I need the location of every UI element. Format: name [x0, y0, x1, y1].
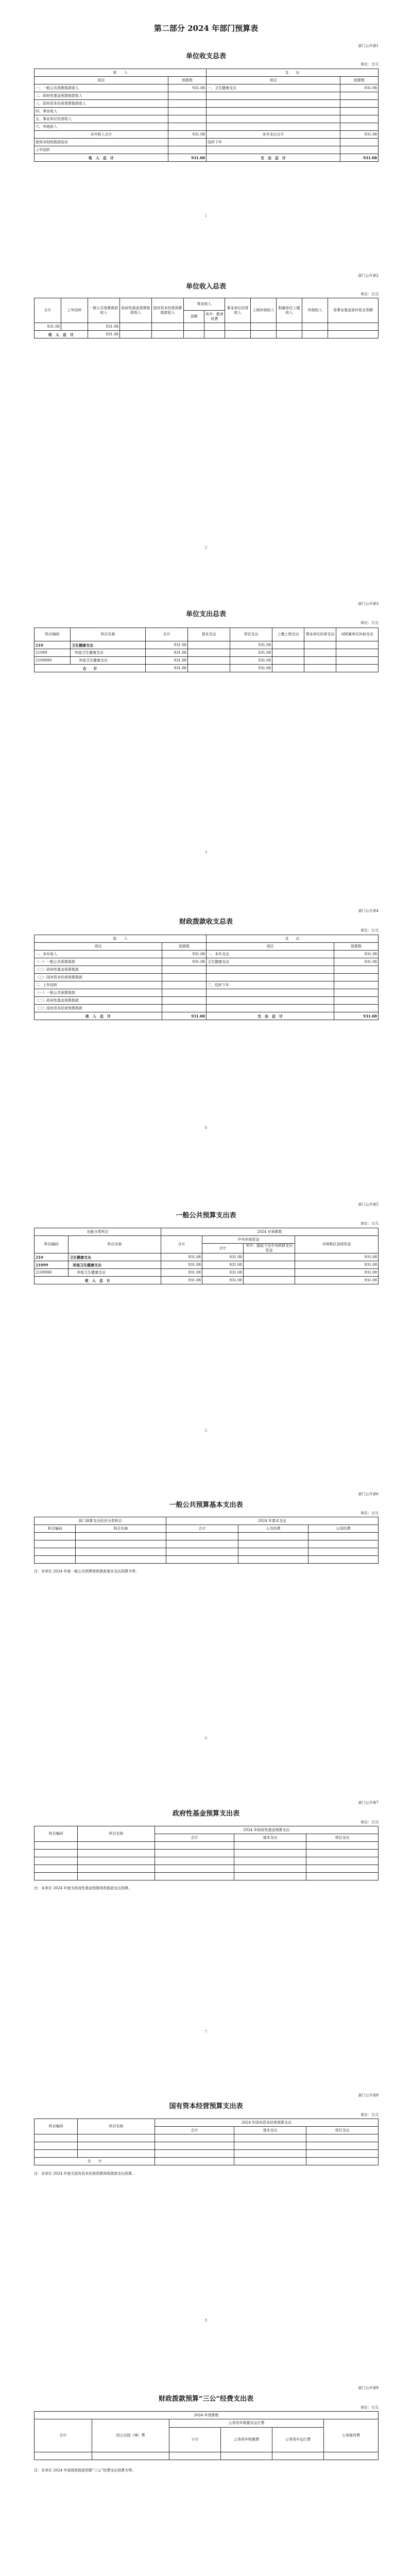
page-number: 4 [204, 1126, 208, 1130]
table-header: 科目名称 [78, 1826, 155, 1842]
table-header: 合计 [166, 1525, 238, 1533]
table-header: 收 入 [35, 935, 207, 943]
table-header: 小计 [169, 2428, 221, 2452]
table-row: 六、其他收入 [35, 123, 379, 131]
unit-label: 单位：万元 [360, 292, 379, 296]
table-header: 2024 年基本支出 [166, 1517, 379, 1525]
fiscal-income-expense-table [34, 935, 379, 1020]
total-row: 收 入 总 计 931.08 支 出 总 计 931.08 [35, 1012, 379, 1020]
page-number: 1 [204, 214, 208, 218]
table-note: 注：本单位 2024 年度财政拨款预算“三公”经费支出预算为零。 [34, 2468, 136, 2472]
table-header: 其中：教育收费 [204, 311, 225, 323]
table-header: 因公出国（境）费 [92, 2419, 169, 2452]
unit-label: 单位：万元 [360, 62, 379, 66]
table-header: 功能分类科目 [35, 1228, 161, 1236]
form-number: 部门公开表3 [358, 602, 379, 606]
table-header: 公务用车购置费 [221, 2428, 272, 2452]
table-header: 项目 [207, 943, 334, 951]
expense-table [34, 628, 379, 672]
table-header: 科目编码 [35, 2119, 78, 2134]
table-row: 一、本年收入 931.08 一、本年支出 931.08 [35, 951, 379, 958]
basic-expense-table [34, 1517, 379, 1564]
total-row: 收 入 总 计 931.08 支 出 总 计 931.08 [35, 154, 379, 162]
table-row: 一、一般公共预算拨款收入 931.08 一、卫生健康支出 931.08 [35, 84, 379, 92]
table-header: 上缴上级支出 [272, 628, 304, 641]
table-header: 收 入 [35, 69, 207, 77]
table-header: 部门预算支出经济分类科目 [35, 1517, 166, 1525]
section-title: 国有资本经营预算支出表 [169, 2103, 243, 2110]
state-capital-table [34, 2119, 379, 2165]
table-header: 基本支出 [188, 628, 230, 641]
table-header: 事业单位经营收入 [225, 298, 251, 323]
table-header: 合计 [161, 1236, 202, 1253]
table-header: 科目编码 [35, 1236, 68, 1253]
table-header: 预算数 [168, 77, 207, 84]
table-row [35, 2142, 379, 2150]
document-title: 第二部分 2024 年部门预算表 [153, 24, 259, 33]
table-header: 项目支出 [230, 628, 272, 641]
table-row [35, 1842, 379, 1850]
section-title: 财政拨款预算“三公”经费支出表 [159, 2395, 253, 2403]
table-row: 二、上年结转 二、结转下年 [35, 981, 379, 989]
table-header: 事业单位经营支出 [304, 628, 336, 641]
table-header: 合计 [146, 628, 188, 641]
section-title: 单位收支总表 [185, 53, 226, 60]
table-row: 2109999 其他卫生健康支出 931.08 931.08 931.08 [35, 1269, 379, 1277]
unit-label: 单位：万元 [360, 1820, 379, 1824]
table-row: （三）国有资本经营预算拨款 [35, 974, 379, 981]
table-row: （二）政府性基金预算拨款 [35, 997, 379, 1005]
table-header: 用事业基金弥补收支差额 [328, 298, 379, 323]
form-number: 部门公开表4 [358, 909, 379, 913]
table-header: 上级补助收入 [251, 298, 277, 323]
table-row [35, 1540, 379, 1548]
table-header: 其他收入 [302, 298, 328, 323]
table-header: 国有资本经营预算拨款收入 [152, 298, 184, 323]
table-row: 210 卫生健康支出 931.08 931.08 931.08 [35, 1253, 379, 1261]
table-header: 政府性基金预算拨款收入 [120, 298, 152, 323]
unit-label: 单位：万元 [360, 2113, 379, 2117]
table-header: 项目支出 [306, 2127, 379, 2134]
fund-budget-table [34, 1826, 379, 1880]
total-row: 合 计 [35, 2158, 379, 2165]
total-row: 收 入 总 计 931.08 [35, 331, 379, 338]
section-title: 一般公共预算基本支出表 [169, 1501, 243, 1509]
table-row: 三、国有资本经营预算拨款收入 [35, 100, 379, 108]
page-number: 7 [204, 2030, 208, 2034]
form-number: 部门公开表6 [358, 1492, 379, 1496]
table-header: 一般公共预算拨款收入 [88, 298, 120, 323]
table-row: （二）政府性基金预算拨款 [35, 966, 379, 974]
table-note: 注：本单位 2024 年度无政府性基金预算财政拨款支出预算。 [34, 1886, 132, 1890]
table-header: 合计 [35, 298, 61, 323]
table-header: 基本支出 [234, 1834, 306, 1842]
table-row: 使用非财政拨款结余 结转下年 [35, 139, 379, 146]
table-header: 中央补助资金 [202, 1236, 295, 1244]
form-number: 部门公开表5 [358, 1202, 379, 1207]
page-number: 6 [204, 1736, 208, 1740]
table-row [35, 1548, 379, 1556]
table-row [35, 1533, 379, 1540]
table-header: 科目编码 [35, 1826, 78, 1842]
unit-label: 单位：万元 [360, 621, 379, 625]
table-row: 210 卫生健康支出 931.08 931.08 [35, 641, 379, 649]
page-number: 3 [204, 850, 208, 854]
form-number: 部门公开表1 [358, 44, 379, 48]
table-row: 上年结转 [35, 146, 379, 154]
table-row [35, 2150, 379, 2158]
table-header: 项目支出 [306, 1834, 379, 1842]
general-budget-table [34, 1228, 379, 1284]
table-row: 2109999 其他卫生健康支出 931.08 931.08 [35, 657, 379, 665]
section-title: 单位收入总表 [185, 283, 226, 291]
table-row: 二、政府性基金预算拨款收入 [35, 92, 379, 100]
table-header: 基本支出 [234, 2127, 306, 2134]
table-header: 附属单位上缴收入 [277, 298, 302, 323]
table-row: 四、事业收入 [35, 108, 379, 115]
table-header: 科目名称 [76, 1525, 166, 1533]
table-header: 市级和区县级资金 [295, 1236, 379, 1253]
form-number: 部门公开表9 [358, 2386, 379, 2390]
section-title: 政府性基金预算支出表 [172, 1810, 239, 1818]
table-header: 科目编码 [35, 628, 71, 641]
table-header: 上年结转 [61, 298, 88, 323]
total-row: 合 计 931.08 931.08 [35, 665, 379, 672]
table-row [35, 1865, 379, 1873]
table-header: 预算数 [162, 943, 207, 951]
table-row: （三）国有资本经营预算拨款 [35, 1005, 379, 1012]
form-number: 部门公开表8 [358, 2093, 379, 2097]
table-header: 项目 [207, 77, 340, 84]
table-header: 2024 年政府性基金预算支出 [155, 1826, 379, 1834]
table-header: 合计 [35, 2419, 92, 2452]
table-header: 2024 年预算数 [161, 1228, 379, 1236]
table-header: 科目名称 [78, 2119, 155, 2134]
table-row: 五、事业单位经营收入 [35, 115, 379, 123]
table-header: 其中：提前下达中央转移支付资金 [244, 1244, 295, 1253]
unit-label: 单位：万元 [360, 1222, 379, 1226]
table-row: （一）一般公共预算拨款 931.08 卫生健康支出 931.08 [35, 958, 379, 966]
table-row: （一）一般公共预算拨款 [35, 989, 379, 997]
table-header: 项目 [35, 943, 162, 951]
table-row [35, 1850, 379, 1857]
table-header: 支 出 [207, 69, 379, 77]
section-title: 一般公共预算支出表 [176, 1212, 236, 1219]
total-row: 收 入 总 计 931.08 931.08 931.08 [35, 1277, 379, 1284]
table-header: 公务接待费 [324, 2419, 379, 2452]
table-row: 21099 其他卫生健康支出 931.08 931.08 931.08 [35, 1261, 379, 1269]
table-header: 公务用车购置及运行费 [169, 2419, 324, 2428]
table-header: 人员经费 [238, 1525, 308, 1533]
table-header: 2024 年预算数 [35, 2412, 379, 2419]
table-header: 支 出 [207, 935, 379, 943]
section-title: 财政拨款收支总表 [179, 918, 233, 926]
unit-label: 单位：万元 [360, 1511, 379, 1515]
table-header: 合计 [202, 1244, 244, 1253]
table-header: 科目名称 [68, 1236, 161, 1253]
table-row: 931.08 931.08 [35, 323, 379, 331]
unit-label: 单位：万元 [360, 2405, 379, 2410]
table-header: 科目名称 [71, 628, 146, 641]
income-table [34, 298, 379, 338]
table-row [35, 2452, 379, 2460]
page-number: 8 [204, 2318, 208, 2323]
table-header: 公务用车运行费 [272, 2428, 324, 2452]
table-header: 金额 [184, 311, 204, 323]
table-header: 预算数 [334, 943, 379, 951]
table-header: 对附属单位补助支出 [336, 628, 379, 641]
form-number: 部门公开表2 [358, 274, 379, 278]
table-row [35, 1873, 379, 1880]
table-note: 注：本单位 2024 年度无国有资本经营预算财政拨款支出预算。 [34, 2172, 136, 2176]
table-header: 预算数 [340, 77, 379, 84]
unit-label: 单位：万元 [360, 928, 379, 933]
table-header: 项目 [35, 77, 168, 84]
table-row [35, 2134, 379, 2142]
table-header: 合计 [155, 1834, 234, 1842]
form-number: 部门公开表7 [358, 1801, 379, 1805]
table-row: 本年收入合计 931.08 本年支出合计 931.08 [35, 131, 379, 139]
section-title: 单位支出总表 [185, 611, 226, 618]
table-row: 21099 其他卫生健康支出 931.08 931.08 [35, 649, 379, 657]
three-public-table [34, 2411, 379, 2460]
table-header: 科目编码 [35, 1525, 76, 1533]
page-number: 5 [204, 1429, 208, 1433]
table-header: 公用经费 [308, 1525, 379, 1533]
income-expense-table [34, 69, 379, 162]
table-header: 合计 [155, 2127, 234, 2134]
table-header: 事业收入 [184, 298, 225, 311]
table-note: 注：本单位 2024 年度一般公共预算财政拨款基本支出预算为零。 [34, 1569, 140, 1573]
table-row [35, 1556, 379, 1564]
page-number: 2 [204, 546, 208, 550]
table-header: 2024 年国有资本经营预算支出 [155, 2119, 379, 2127]
table-row [35, 1857, 379, 1865]
